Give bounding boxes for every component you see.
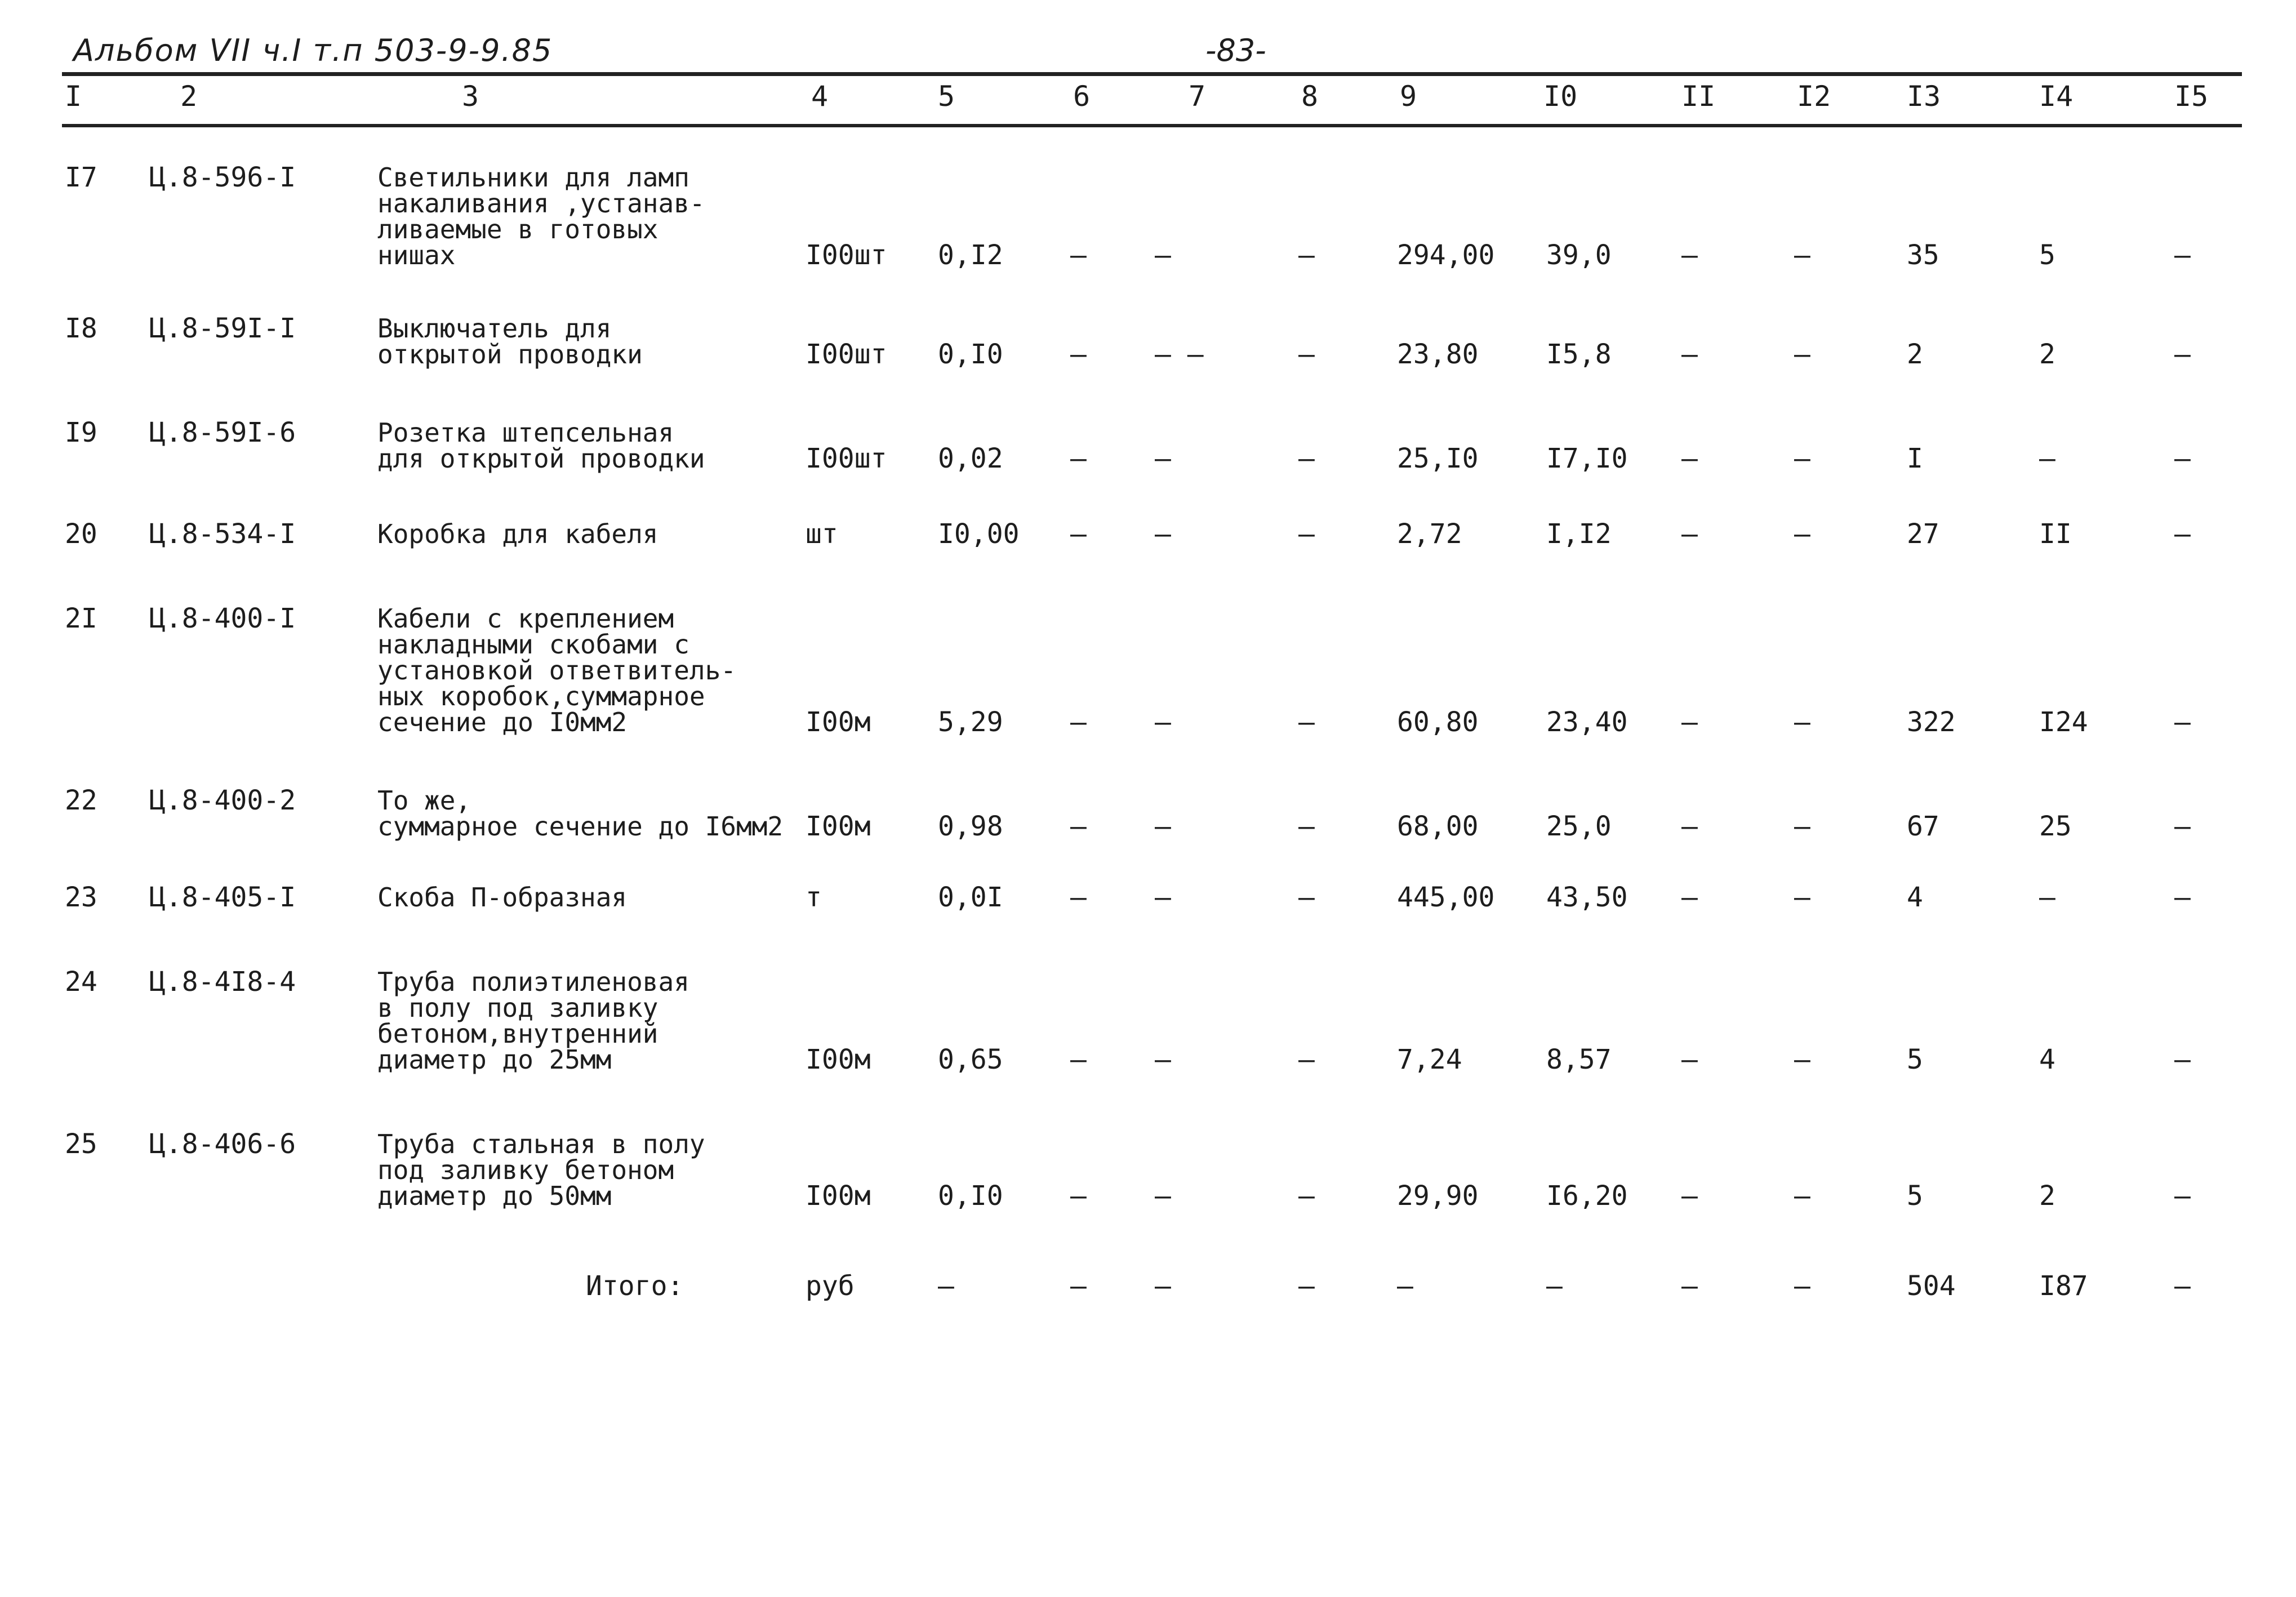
total-label: Итого: (586, 1270, 684, 1302)
total-cell: – (1397, 1270, 1413, 1302)
quantity: 0,I0 (938, 1180, 1003, 1212)
table-cell: – (1070, 811, 1087, 842)
table-cell: II (2039, 518, 2072, 550)
column-header: 2 (180, 80, 198, 113)
unit-of-measure: I00м (806, 706, 871, 738)
table-cell: – (1298, 443, 1315, 474)
table-cell: – (1298, 706, 1315, 738)
table-cell: I6,20 (1546, 1180, 1628, 1212)
table-cell: – (1794, 882, 1810, 913)
row-number: 22 (65, 785, 97, 816)
unit-of-measure: I00шт (806, 443, 887, 474)
table-cell: I24 (2039, 706, 2088, 738)
table-cell: – (1794, 443, 1810, 474)
column-header: I (65, 80, 82, 113)
table-cell: I (1907, 443, 1923, 474)
table-cell: – (1681, 1180, 1698, 1212)
table-cell: 68,00 (1397, 811, 1479, 842)
table-cell: – (1298, 1044, 1315, 1075)
total-cell: – (1681, 1270, 1698, 1302)
table-cell: – (1681, 811, 1698, 842)
table-cell: – (1794, 339, 1810, 370)
table-cell: – (2174, 882, 2191, 913)
header-bottom-rule (62, 124, 2242, 127)
unit-of-measure: т (806, 882, 822, 913)
table-cell: – (2039, 882, 2055, 913)
table-cell: – (2174, 339, 2191, 370)
quantity: 0,I2 (938, 239, 1003, 271)
table-cell: – (1070, 518, 1087, 550)
table-cell: – (1070, 443, 1087, 474)
rate-code: Ц.8-4I8-4 (149, 966, 296, 998)
table-cell: I,I2 (1546, 518, 1612, 550)
table-cell: – (1070, 239, 1087, 271)
table-cell: 445,00 (1397, 882, 1495, 913)
total-cell: – (2174, 1270, 2191, 1302)
column-header: I3 (1907, 80, 1941, 113)
table-cell: – (1298, 882, 1315, 913)
total-cell: – (1794, 1270, 1810, 1302)
rate-code: Ц.8-400-I (149, 603, 296, 634)
table-cell: 25 (2039, 811, 2072, 842)
row-number: 2I (65, 603, 97, 634)
table-cell: 35 (1907, 239, 1939, 271)
table-cell: 29,90 (1397, 1180, 1479, 1212)
table-cell: – (1794, 1044, 1810, 1075)
table-cell: – (1155, 706, 1171, 738)
table-cell: – (1155, 1180, 1171, 1212)
page-number: -83- (1205, 33, 1266, 68)
table-cell: – (2174, 706, 2191, 738)
work-description: Труба стальная в полу под заливку бетоном диаметр до 50мм (377, 1129, 705, 1211)
table-cell: 23,80 (1397, 339, 1479, 370)
table-cell: – (1155, 443, 1171, 474)
table-cell: – (2174, 1180, 2191, 1212)
table-cell: – (1070, 1180, 1087, 1212)
column-header: 5 (938, 80, 955, 113)
table-cell: 27 (1907, 518, 1939, 550)
table-cell: – (2174, 518, 2191, 550)
row-number: 23 (65, 882, 97, 913)
table-cell: – (1070, 1044, 1087, 1075)
table-cell: – (1681, 706, 1698, 738)
rate-code: Ц.8-405-I (149, 882, 296, 913)
table-cell: – (1794, 518, 1810, 550)
total-cell: 504 (1907, 1270, 1956, 1302)
table-cell: 5 (1907, 1180, 1923, 1212)
table-cell: – (1681, 1044, 1698, 1075)
rate-code: Ц.8-534-I (149, 518, 296, 550)
table-cell: – (1681, 239, 1698, 271)
table-cell: – (1155, 882, 1171, 913)
column-header: 7 (1189, 80, 1206, 113)
header-top-rule (62, 72, 2242, 76)
column-header: 4 (811, 80, 829, 113)
table-cell: – (1070, 882, 1087, 913)
table-cell: – (2174, 443, 2191, 474)
quantity: 5,29 (938, 706, 1003, 738)
table-cell: – (1298, 518, 1315, 550)
table-cell: – (1070, 706, 1087, 738)
table-cell: – (2039, 443, 2055, 474)
quantity: 0,0I (938, 882, 1003, 913)
table-cell: – (1070, 339, 1087, 370)
rate-code: Ц.8-406-6 (149, 1128, 296, 1160)
table-cell: 60,80 (1397, 706, 1479, 738)
quantity: 0,65 (938, 1044, 1003, 1075)
table-cell: – (1155, 1044, 1171, 1075)
unit-of-measure: I00шт (806, 239, 887, 271)
rate-code: Ц.8-59I-6 (149, 417, 296, 448)
table-cell: – (2174, 811, 2191, 842)
unit-of-measure: I00м (806, 1044, 871, 1075)
table-cell: – (1794, 706, 1810, 738)
table-cell: 2 (1907, 339, 1923, 370)
quantity: 0,I0 (938, 339, 1003, 370)
row-number: I7 (65, 162, 97, 193)
table-cell: 294,00 (1397, 239, 1495, 271)
work-description: Розетка штепсельная для открытой проводки (377, 417, 705, 474)
total-cell: – (1298, 1270, 1315, 1302)
table-cell: – (1298, 239, 1315, 271)
column-header: I5 (2174, 80, 2209, 113)
table-cell: 4 (1907, 882, 1923, 913)
table-cell: 4 (2039, 1044, 2055, 1075)
rate-code: Ц.8-400-2 (149, 785, 296, 816)
total-unit: руб (806, 1270, 855, 1302)
table-cell: 5 (1907, 1044, 1923, 1075)
column-header: 9 (1400, 80, 1417, 113)
work-description: Светильники для ламп накаливания ,устанав- ливаемые в готовых нишах (377, 162, 705, 270)
album-reference: Альбом VII ч.I т.п 503-9-9.85 (73, 33, 553, 68)
total-cell: – (938, 1270, 954, 1302)
row-number: I9 (65, 417, 97, 448)
quantity: 0,02 (938, 443, 1003, 474)
column-header: I4 (2039, 80, 2073, 113)
table-cell: – (1155, 811, 1171, 842)
table-cell: 25,0 (1546, 811, 1612, 842)
work-description: Скоба П-образная (377, 882, 628, 913)
table-cell: – (2174, 1044, 2191, 1075)
table-cell: – (1681, 882, 1698, 913)
column-header: I2 (1797, 80, 1831, 113)
work-description: Труба полиэтиленовая в полу под заливку бетоном,внутренний диаметр до 25мм (377, 967, 689, 1075)
table-cell: I5,8 (1546, 339, 1612, 370)
table-cell: – (1681, 339, 1698, 370)
row-number: I8 (65, 313, 97, 344)
column-header: 3 (462, 80, 479, 113)
table-cell: – (1298, 811, 1315, 842)
table-cell: – (1794, 239, 1810, 271)
table-cell: 5 (2039, 239, 2055, 271)
rate-code: Ц.8-596-I (149, 162, 296, 193)
quantity: I0,00 (938, 518, 1020, 550)
column-header: I0 (1543, 80, 1578, 113)
unit-of-measure: I00м (806, 811, 871, 842)
table-cell: – (1681, 443, 1698, 474)
table-cell: 67 (1907, 811, 1939, 842)
table-cell: – (1155, 239, 1171, 271)
row-number: 20 (65, 518, 97, 550)
table-cell: I7,I0 (1546, 443, 1628, 474)
table-cell: 2 (2039, 1180, 2055, 1212)
column-header: 8 (1301, 80, 1319, 113)
table-cell: – (1155, 518, 1171, 550)
table-cell: 43,50 (1546, 882, 1628, 913)
column-header: 6 (1073, 80, 1091, 113)
row-number: 24 (65, 966, 97, 998)
table-cell: – (1794, 1180, 1810, 1212)
row-number: 25 (65, 1128, 97, 1160)
table-cell: 25,I0 (1397, 443, 1479, 474)
column-header: II (1681, 80, 1716, 113)
work-description: То же, суммарное сечение до I6мм2 (377, 785, 784, 842)
table-cell: 23,40 (1546, 706, 1628, 738)
table-cell: 8,57 (1546, 1044, 1612, 1075)
table-cell: – (2174, 239, 2191, 271)
table-cell: 2,72 (1397, 518, 1462, 550)
work-description: Кабели с креплением накладными скобами с установкой ответвитель- ных коробок,суммарное сечение до I0мм2 (377, 603, 736, 737)
table-cell: 7,24 (1397, 1044, 1462, 1075)
table-cell: 39,0 (1546, 239, 1612, 271)
table-cell: – (1681, 518, 1698, 550)
unit-of-measure: I00м (806, 1180, 871, 1212)
quantity: 0,98 (938, 811, 1003, 842)
table-cell: 2 (2039, 339, 2055, 370)
table-cell: 322 (1907, 706, 1956, 738)
work-description: Коробка для кабеля (377, 519, 658, 549)
table-cell: – – (1155, 339, 1204, 370)
table-cell: – (1794, 811, 1810, 842)
total-cell: – (1546, 1270, 1563, 1302)
total-cell: – (1155, 1270, 1171, 1302)
table-cell: – (1298, 339, 1315, 370)
rate-code: Ц.8-59I-I (149, 313, 296, 344)
total-cell: – (1070, 1270, 1087, 1302)
unit-of-measure: I00шт (806, 339, 887, 370)
unit-of-measure: шт (806, 518, 838, 550)
work-description: Выключатель для открытой проводки (377, 313, 643, 370)
total-cell: I87 (2039, 1270, 2088, 1302)
table-cell: – (1298, 1180, 1315, 1212)
